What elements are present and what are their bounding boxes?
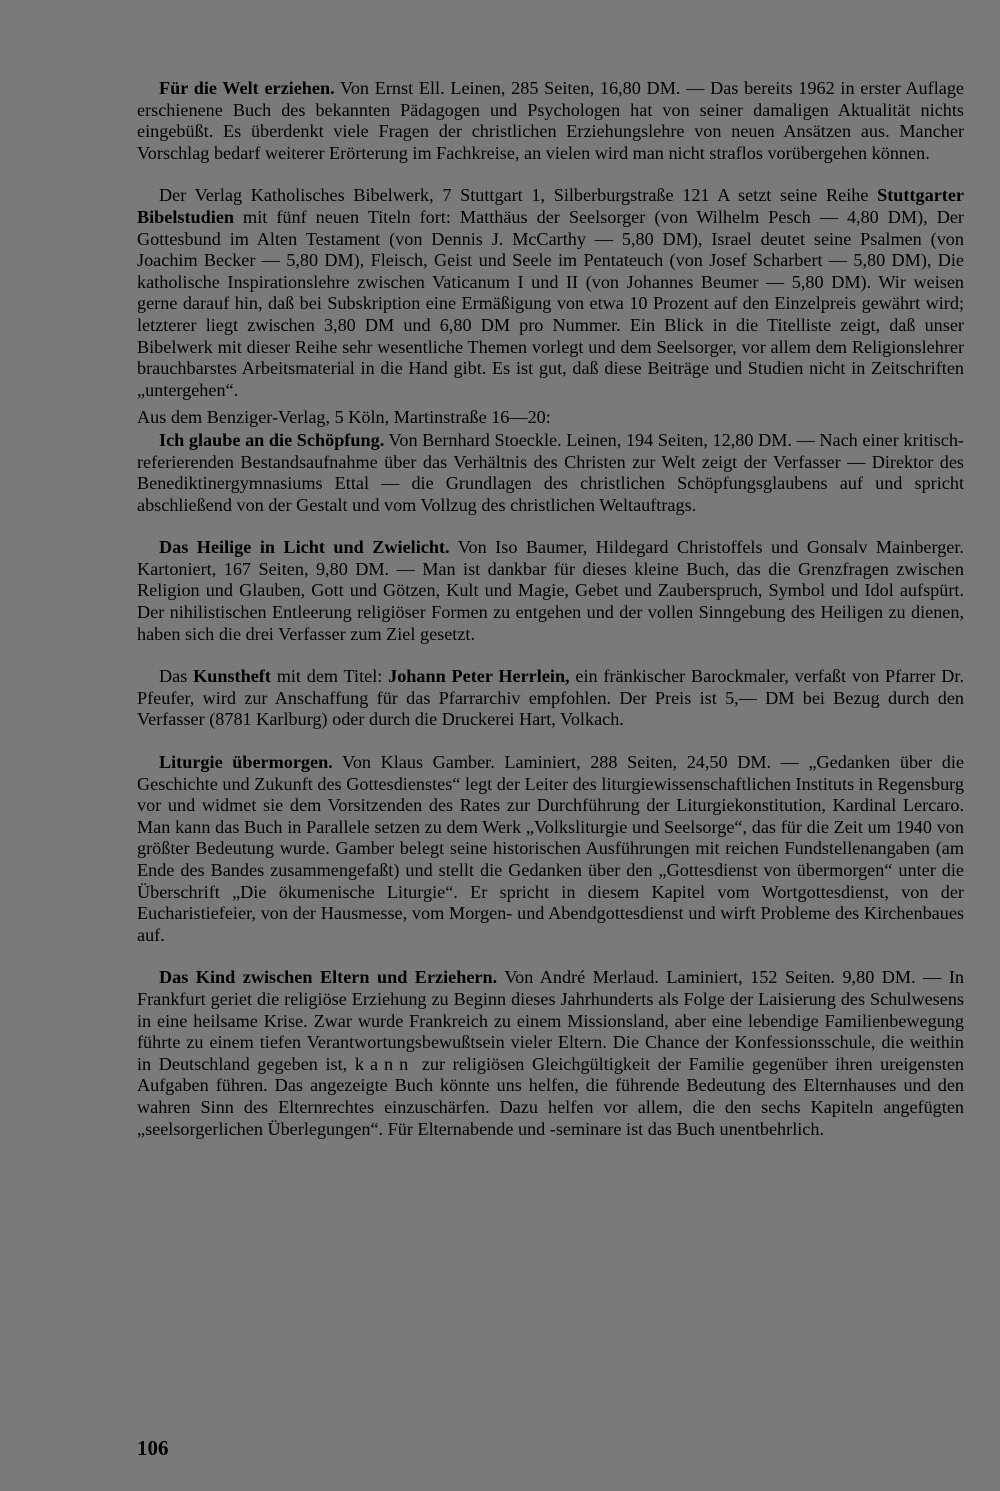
review-liturgie-uebermorgen — [137, 752, 964, 946]
book-title: Das Heilige in Licht und Zwielicht. — [159, 537, 450, 558]
review-das-kind — [137, 967, 964, 1140]
page-number: 106 — [137, 1436, 169, 1460]
review-text: Von Iso Baumer, Hildegard Christoffels und Gonsalv Mainberger. Kartoniert, 167 Seiten, 9,80 DM. — Man ist dankbar für dieses kleine Buch, das die Grenzfragen zwischen Religion und Glauben, Gott und Götzen, Kult und Magie, Gebet und Zauberspruch, Symbol und Idol aufspürt. Der nihilistischen Entleerung religiöser Formen zu entgehen und der vollen Sinngebung des Heiligen zu dienen, haben sich die drei Verfasser zum Ziel gesetzt. — [137, 537, 964, 644]
review-text: Von Bernhard Stoeckle. Leinen, 194 Seiten, 12,80 DM. — Nach einer kritisch-referierenden Bestandsaufnahme über das Verhältnis des Christen zur Welt zeigt der Verfasser — Direktor des Benediktinergymnasiums Ettal — die Grundlagen des christlichen Schöpfungsglaubens auf und spricht abschließend von der Gestalt und vom Vollzug des christlichen Weltauftrags. — [137, 429, 964, 515]
review-text: Von Klaus Gamber. Laminiert, 288 Seiten, 24,50 DM. — „Gedanken über die Geschichte und Zukunft des Gottesdienstes“ legt der Leiter des liturgiewissenschaftlichen Instituts in Regensburg vor und widmet sie dem Vorsitzenden des Rates zur Durchführung der Liturgiekonstitution, Kardinal Lercaro. Man kann das Buch in Parallele setzen zu dem Werk „Volksliturgie und Seelsorge“, das für die Zeit um 1940 von größter Bedeutung wurde. Gamber belegt seine historischen Ausführungen mit reichen Fundstellenangaben (am Ende des Bandes zusammengefaßt) und stellt die Gedanken über den „Gottesdienst von übermorgen“ unter die Überschrift „Die ökumenische Liturgie“. Er spricht in diesem Kapitel vom Wortgottesdienst, von der Eucharistiefeier, von der Hausmesse, vom Morgen- und Abendgottesdienst und wirft Probleme des Kirchenbaues auf. — [137, 752, 964, 945]
review-text: Von Ernst Ell. Leinen, 285 Seiten, 16,80 DM. — Das bereits 1962 in erster Auflage erschienene Buch des bekannten Pädagogen und Psychologen hat von seiner damaligen Aktualität nichts eingebüßt. Es überdenkt viele Fragen der christlichen Erziehungslehre von neuen Ansätzen aus. Mancher Vorschlag bedarf weiterer Erörterung im Fachkreise, an vielen wird man nicht straflos vorübergehen können. — [137, 78, 964, 163]
notice-kunstheft — [137, 666, 964, 731]
book-title: Das Kind zwischen Eltern und Erziehern. — [159, 967, 498, 988]
notice-lead: Der Verlag Katholisches Bibelwerk, 7 Stuttgart 1, Silberburgstraße 121 A setzt seine Reihe — [159, 185, 878, 206]
notice-stuttgarter-bibelstudien — [137, 185, 964, 401]
review-text: zur religiösen Gleichgültigkeit der Familie gegenüber ihren ureigensten Aufgaben führen. Das angezeigte Buch könnte uns helfen, die führende Bedeutung des Elternhauses und den wahren Sinn des Elternrechtes einzuschärfen. Dazu helfen vor allem, die den sechs Kapiteln angefügten „seelsorgerlichen Überlegungen“. Für Elternabende und -seminare ist das Buch unentbehrlich. — [137, 1053, 964, 1139]
review-das-heilige — [137, 537, 964, 645]
notice-text: ein fränkischer Barockmaler, verfaßt von Pfarrer Dr. Pfeufer, wird zur Anschaffung für das Pfarrarchiv empfohlen. Der Preis ist 5,— DM bei Bezug durch den Verfasser (8781 Karlburg) oder durch die Druckerei Hart, Volkach. — [137, 666, 964, 730]
review-fuer-die-welt-erziehen — [137, 78, 964, 164]
notice-text: mit fünf neuen Titeln fort: Matthäus der Seelsorger (von Wilhelm Pesch — 4,80 DM), Der Gottesbund im Alten Testament (von Dennis J. McCarthy — 5,80 DM), Israel deutet seine Psalmen (von Joachim Becker — 5,80 DM), Fleisch, Geist und Seele im Pentateuch (von Josef Scharbert — 5,80 DM), Die katholische Inspirationslehre zwischen Vaticanum I und II (von Johannes Beumer — 5,80 DM). Wir weisen gerne darauf hin, daß bei Subskription eine Ermäßigung von etwa 10 Prozent auf den Einzelpreis gewährt wird; letzterer liegt zwischen 3,80 DM und 6,80 DM pro Nummer. Ein Blick in die Titelliste zeigt, daß unser Bibelwerk mit dieser Reihe sehr wesentliche Themen vorlegt und dem Seelsorger, vor allem dem Religionslehrer brauchbarstes Arbeitsmaterial in die Hand gibt. Es ist gut, daß diese Beiträge und Studien nicht in Zeitschriften „untergehen“. — [137, 206, 964, 400]
book-title: Ich glaube an die Schöpfung. — [159, 429, 385, 450]
series-title: Stuttgarter Bibelstudien — [137, 185, 964, 227]
review-text: Von André Merlaud. Laminiert, 152 Seiten. 9,80 DM. — In Frankfurt geriet die religiöse Erziehung zu Beginn dieses Jahrhunderts als Folge der Laisierung des Schulwesens in eine heilsame Krise. Zwar wurde Frankreich zu einem Missionsland, aber eine lebendige Familienbewegung führte zu einem tiefen Verantwortungsbewußtsein vieler Eltern. Die Chance der Konfessionsschule, die weithin in Deutschland gegeben ist, — [137, 967, 964, 1074]
subject-name: Johann Peter Herrlein, — [388, 666, 570, 687]
emphasis-word: kann — [354, 1053, 415, 1074]
book-title: Kunstheft — [193, 666, 271, 687]
publisher-heading: Aus dem Benziger-Verlag, 5 Köln, Martinstraße 16—20: — [137, 407, 551, 428]
notice-mid: mit dem Titel: — [270, 666, 389, 687]
book-title: Für die Welt erziehen. — [159, 78, 335, 98]
book-title: Liturgie übermorgen. — [159, 752, 333, 773]
review-ich-glaube-an-die-schoepfung — [137, 430, 964, 516]
notice-lead: Das — [159, 666, 194, 687]
